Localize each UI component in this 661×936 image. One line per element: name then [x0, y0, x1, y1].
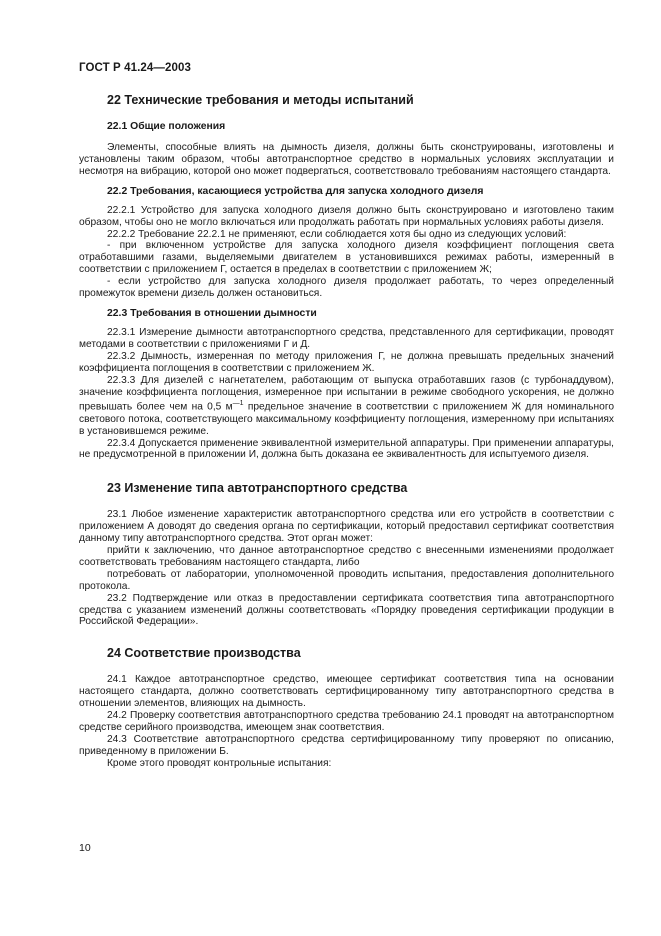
section-22-title: 22 Технические требования и методы испытаний [107, 93, 414, 107]
paragraph-22-3-3 [79, 375, 614, 438]
unit-exponent: —1 [232, 400, 244, 408]
paragraph-22-3-3-part-2: предельное значение в соответствии с приложением Ж для номинального светового потока, соответствующего максимальному коэффициенту поглощения, измеренному при испытаниях в установившемся режиме. [79, 401, 615, 437]
paragraph-22-3-1: 22.3.1 Измерение дымности автотранспортного средства, представленного для сертификации, проводят методами в соответствии с приложениями Г и Д. [79, 326, 614, 350]
paragraph-23-1-option-1: прийти к заключению, что данное автотранспортное средство с внесенными изменениями продолжает соответствовать требованиям настоящего стандарта, либо [79, 545, 614, 568]
paragraph-22-3-3-part-1: 22.3.3 Для дизелей с нагнетателем, работающим от выпуска отработавших газов (с турбонаддувом), значение коэффициента поглощения, измеренное при испытании в режиме свободного ускорения, не должно превышать более чем на 0,5 м [79, 374, 614, 413]
page-number: 10 [79, 842, 91, 854]
paragraph-22-1: Элементы, способные влиять на дымность дизеля, должны быть сконструированы, изготовлены и установлены таким образом, чтобы автотранспортное средство в нормальных условиях эксплуатации и несмотря на вибрацию, которой оно может подвергаться, соответствовало требованиям настоящего стандарта. [79, 142, 614, 177]
paragraph-24-2: 24.2 Проверку соответствия автотранспортного средства требованию 24.1 проводят на автотранспортном средстве серийного производства, имеющем знак соответствия. [79, 710, 614, 734]
document-id-header: ГОСТ Р 41.24—2003 [79, 62, 191, 74]
document-body [79, 93, 614, 770]
paragraph-22-2-2-condition-2: - если устройство для запуска холодного дизеля продолжает работать, то через определенный промежуток времени дизель должен остановиться. [79, 276, 614, 300]
paragraph-24-3: 24.3 Соответствие автотранспортного средства сертифицированному типу проверяют по описанию, приведенному в приложении Б. [79, 733, 614, 757]
subsection-22-2-title: 22.2 Требования, касающиеся устройства для запуска холодного дизеля [107, 185, 484, 197]
paragraph-24-1: 24.1 Каждое автотранспортное средство, имеющее сертификат соответствия типа на основании настоящего стандарта, должно соответствовать сертифицированному типу автотранспортного средства в отношении элементов, влияющих на дымность. [79, 674, 614, 710]
paragraph-22-3-2: 22.3.2 Дымность, измеренная по методу приложения Г, не должна превышать предельных значений коэффициента поглощения в соответствии с приложением Ж. [79, 350, 614, 374]
paragraph-23-1: 23.1 Любое изменение характеристик автотранспортного средства или его устройств в соответствии с приложением А доводят до сведения органа по сертификации, который предоставил сертификат соответствия данному типу автотранспортного средства. Этот орган может: [79, 509, 614, 545]
paragraph-22-2-2-condition-1: - при включенном устройстве для запуска холодного дизеля коэффициент поглощения света отработавшими газами, выделяемыми двигателем в установившихся режимах работы, измеренный в соответствии с приложением Г, остается в пределах в соответствии с приложением Ж; [79, 240, 614, 276]
section-23-title: 23 Изменение типа автотранспортного средства [107, 481, 408, 496]
paragraph-22-3-4: 22.3.4 Допускается применение эквивалентной измерительной аппаратуры. При применении аппаратуры, не предусмотренной в приложении И, должна быть доказана ее эквивалентность для испытуемого дизеля. [79, 437, 614, 461]
paragraph-24-3-control-tests: Кроме этого проводят контрольные испытания: [107, 757, 332, 769]
paragraph-22-2-2: 22.2.2 Требование 22.2.1 не применяют, если соблюдается хотя бы одно из следующих условий: [107, 228, 567, 240]
paragraph-23-2: 23.2 Подтверждение или отказ в предоставлении сертификата соответствия типа автотранспортного средства с указанием изменений должны соответствовать «Порядку проведения сертификации продукции в Российской Федерации». [79, 592, 614, 628]
subsection-22-3-title: 22.3 Требования в отношении дымности [107, 307, 317, 319]
paragraph-23-1-option-2: потребовать от лаборатории, уполномоченной проводить испытания, предоставления дополнительного протокола. [79, 568, 614, 592]
subsection-22-1-title: 22.1 Общие положения [107, 121, 226, 132]
section-24-title: 24 Соответствие производства [107, 646, 301, 661]
paragraph-22-2-1: 22.2.1 Устройство для запуска холодного дизеля должно быть сконструировано и изготовлено таким образом, чтобы оно не могло включаться или продолжать работать при нормальных условиях работы дизеля. [79, 204, 614, 228]
